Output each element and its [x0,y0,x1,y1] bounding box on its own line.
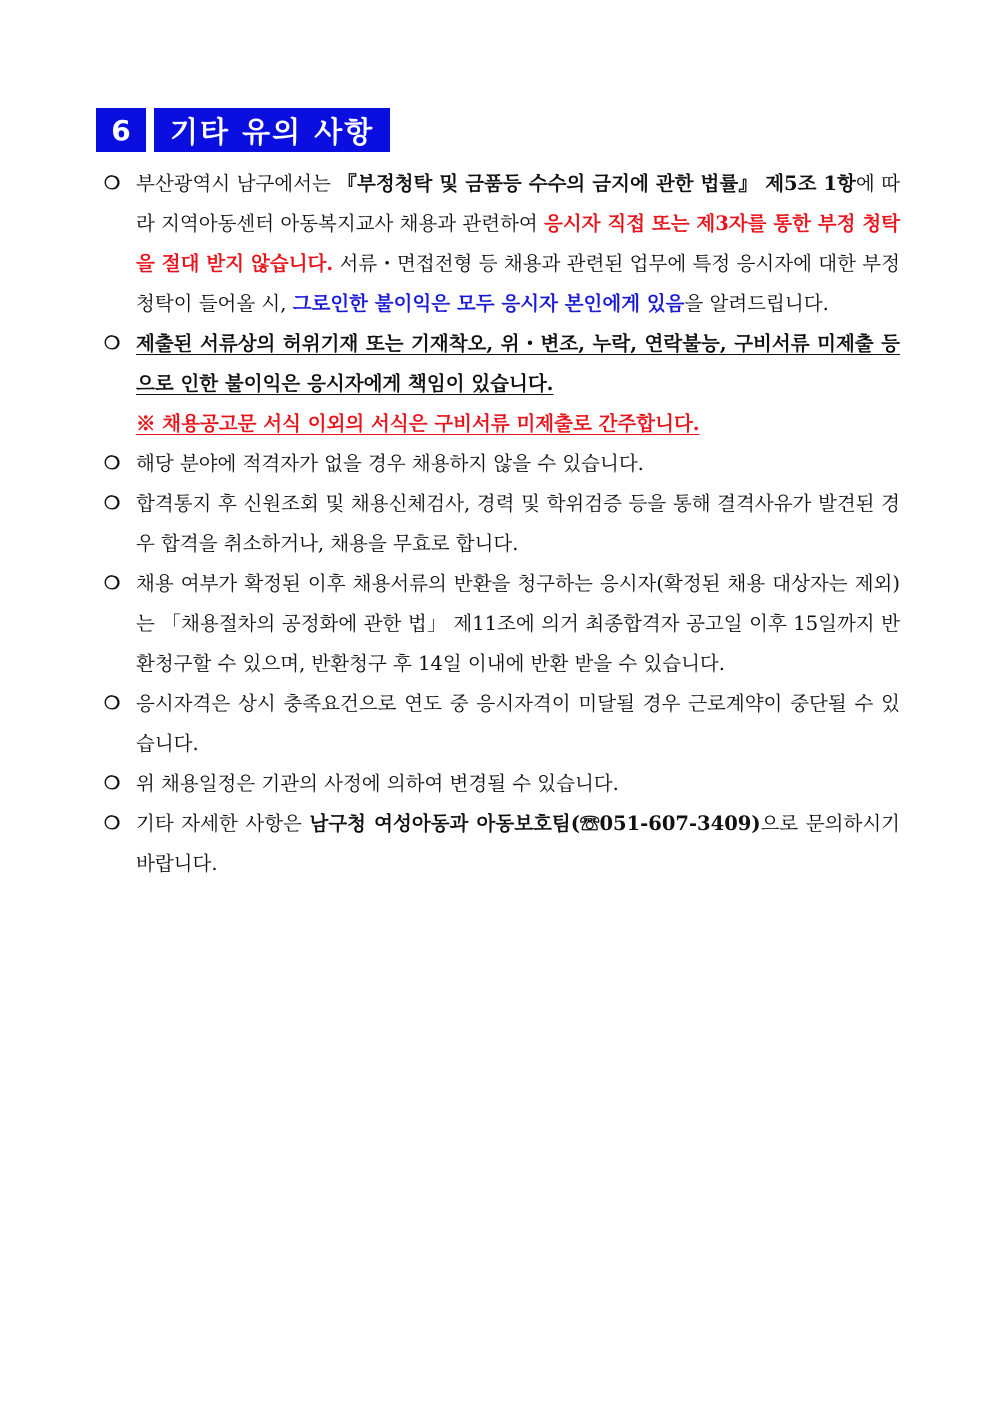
bullet-circle-icon: ❍ [104,573,121,594]
law-article: 제5조 1항 [758,172,856,195]
bullet-circle-icon: ❍ [104,813,121,834]
item-text: 위 채용일정은 기관의 사정에 의하여 변경될 수 있습니다. [136,772,619,795]
list-item [104,324,900,444]
note-text: ※ 채용공고문 서식 이외의 서식은 구비서류 미제출로 간주합니다. [136,412,700,435]
item-text: 해당 분야에 적격자가 없을 경우 채용하지 않을 수 있습니다. [136,452,644,475]
emphasis-text: 그로인한 불이익은 모두 응시자 본인에게 있음 [292,292,685,315]
item-text: 으로 문의하시기 바랍니다. [136,812,901,875]
item-text: 을 알려드립니다. [684,292,829,315]
bullet-circle-icon: ❍ [104,773,121,794]
list-item [104,764,900,804]
list-item [104,564,900,684]
item-text: 부산광역시 남구에서는 [136,172,338,195]
list-item [104,484,900,564]
warning-text: 응시자 직접 또는 제3자를 통한 부정 청탁을 절대 받지 않습니다. [136,212,901,275]
bullet-circle-icon: ❍ [104,333,121,354]
bullet-circle-icon: ❍ [104,173,121,194]
section-header [96,108,390,152]
list-item [104,684,900,764]
item-text: 에 따라 지역아동센터 아동복지교사 채용과 관련하여 [136,172,900,235]
list-item [104,164,900,324]
list-item [104,804,900,884]
notes-list [104,164,900,884]
item-text: 응시자격은 상시 충족요건으로 연도 중 응시자격이 미달될 경우 근로계약이 중단될 수 있습니다. [136,692,900,755]
item-text: 합격통지 후 신원조회 및 채용신체검사, 경력 및 학위검증 등을 통해 결격사유가 발견된 경우 합격을 취소하거나, 채용을 무효로 합니다. [136,492,900,555]
section-header-gap [146,108,154,152]
item-text: 서류・면접전형 등 채용과 관련된 업무에 특정 응시자에 대한 부정청탁이 들어올 시, [136,252,900,315]
list-item [104,444,900,484]
law-name: 『부정청탁 및 금품등 수수의 금지에 관한 법률』 [337,172,759,195]
item-text: 기타 자세한 사항은 [136,812,310,835]
section-title: 기타 유의 사항 [154,108,390,152]
item-text: 제출된 서류상의 허위기재 또는 기재착오, 위・변조, 누락, 연락불능, 구비서류 미제출 등으로 인한 불이익은 응시자에게 책임이 있습니다. [136,332,900,395]
bullet-circle-icon: ❍ [104,693,121,714]
item-text: 채용 여부가 확정된 이후 채용서류의 반환을 청구하는 응시자(확정된 채용 대상자는 제외)는 「채용절차의 공정화에 관한 법」 제11조에 의거 최종합격자 공고일 이후 15일까지 반환청구할 수 있으며, 반환청구 후 14일 이내에 반환 받을 수 있습니다. [136,572,900,675]
section-number: 6 [96,108,146,152]
bullet-circle-icon: ❍ [104,453,121,474]
bullet-circle-icon: ❍ [104,493,121,514]
contact-info: 남구청 여성아동과 아동보호팀(☏051-607-3409) [309,812,761,835]
